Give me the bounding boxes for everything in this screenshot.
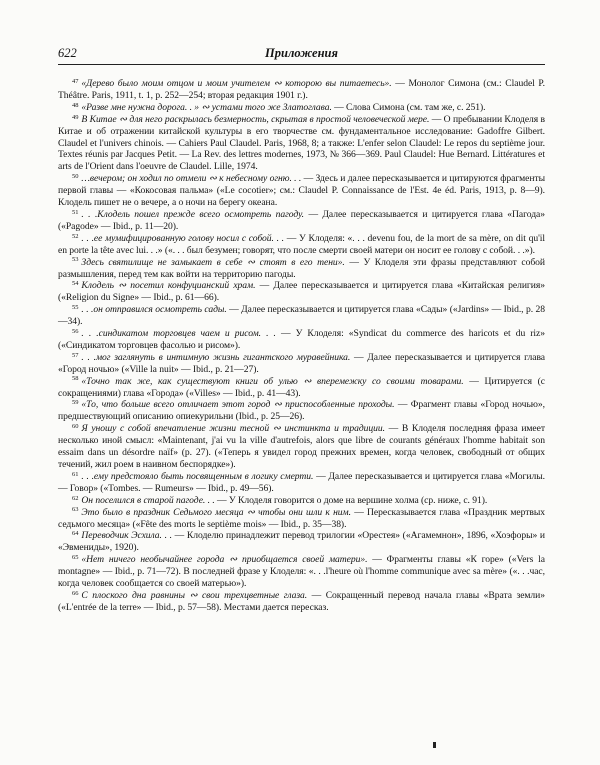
- note-text: — Сокращенный перевод начала главы «Врата земли» («L'entrée de la terre» — Ibid., p. 57—58). Местами дается пересказ.: [58, 589, 545, 613]
- note-quote: «Разве мне нужна дорога. . » ∾ устами того же Златоглава.: [81, 101, 332, 113]
- note-quote: . . .он отправился осмотреть сады.: [81, 304, 227, 316]
- endnote: [58, 352, 545, 376]
- note-number: 55: [72, 304, 79, 312]
- note-quote: «Нет ничего необычайнее города ∾ приобщается своей матери».: [81, 554, 368, 566]
- endnote: [58, 328, 545, 352]
- note-quote: Клодель ∾ посетил конфуцианский храм.: [81, 280, 256, 292]
- note-number: 48: [72, 101, 79, 109]
- note-quote: . . .ему предстояло быть посвященным в логику смерти.: [81, 470, 314, 482]
- note-number: 51: [72, 208, 79, 216]
- endnote: [58, 173, 545, 209]
- note-number: 61: [72, 470, 79, 478]
- endnote: [58, 471, 545, 495]
- note-text: — Далее пересказывается и цитируется глава «Пагода» («Pagode» — Ibid., p. 11—20).: [58, 208, 545, 232]
- note-text: — Далее пересказывается и цитируется глава «Китайская религия» («Religion du Signe» — Ibid., p. 61—66).: [58, 280, 545, 304]
- note-text: — О пребывании Клоделя в Китае и об отражении китайской культуры в его творчестве см. фундаментальное исследование: Gadoffre Gilbert. Claudel et l'univers chinois. — Cahiers Paul Claudel. Paris, 1968, 8; а также: L'enfer selon Claudel: Le repos du septième jour. Textes réunis par Jacques Petit. — La Rev. des lettres modernes, 1973, № 366—369. Paul Claudel: Hue Bernard. Littératures et arts de l'Orient dans l'oeuvre de Claudel. Lille, 1974.: [58, 113, 546, 173]
- note-text: — У Клоделя: «Syndicat du commerce des haricots et du riz» («Синдикатом торговцев фасолью и рисом»).: [58, 328, 545, 351]
- page-header: [58, 46, 545, 65]
- endnote: [58, 530, 545, 554]
- print-mark: [433, 742, 436, 748]
- note-quote: . . .ее мумифицированную голову носил с собой. . .: [81, 232, 285, 244]
- endnote: [58, 423, 545, 471]
- note-number: 50: [72, 173, 79, 181]
- note-text: — У Клоделя: «. . . devenu fou, de la mort de sa mère, on dit qu'il en porte la tête avec lui. . .» («. . . был безумен; говорят, что после смерти своей матери он носит ее голову с собой. . .»).: [58, 232, 545, 256]
- page-number: 622: [58, 46, 77, 60]
- note-number: 52: [72, 232, 79, 240]
- note-number: 56: [72, 327, 79, 335]
- note-text: — У Клоделя говорится о доме на вершине холма (ср. ниже, с. 91).: [214, 494, 488, 506]
- note-number: 60: [72, 423, 79, 431]
- endnote: [58, 233, 545, 257]
- note-quote: Он поселился в старой пагоде. . .: [81, 494, 215, 506]
- note-number: 47: [72, 77, 79, 85]
- endnote: [58, 102, 545, 114]
- note-quote: «Дерево было моим отцом и моим учителем ∾ которою вы питаетесь».: [81, 78, 392, 89]
- note-number: 57: [72, 351, 79, 359]
- note-number: 65: [72, 554, 79, 562]
- note-number: 54: [72, 280, 79, 288]
- note-text: — Слова Симона (см. там же, с. 251).: [331, 101, 486, 113]
- note-number: 66: [72, 589, 79, 597]
- endnote: [58, 304, 545, 328]
- endnote: [58, 257, 545, 281]
- running-title: Приложения: [265, 46, 338, 60]
- note-text: — Цитируется (с сокращениями) глава «Города» («Villes» — Ibid., p. 41—43).: [58, 375, 545, 399]
- endnote: [58, 495, 545, 507]
- note-text: — В Клоделя последняя фраза имеет несколько иной смысл: «Maintenant, j'ai vu la ville d'autrefois, alors que libre de courants généraux l'homme habitait son essaim dans un désordre naïf» (p. 27). («Теперь я увидел город прежних времен, когда человек, свободный от общих течений, жил роем в наивном беспорядке»).: [58, 423, 545, 470]
- note-quote: Здесь святилище не замыкает в себе ∾ стоят в его тени».: [81, 256, 345, 268]
- endnotes: [58, 78, 545, 614]
- note-text: — Пересказывается глава «Праздник мертвых седьмого месяца» («Fête des morts le septième mois» — Ibid., p. 35—38).: [58, 506, 546, 530]
- note-quote: Переводчик Эсхила. . .: [81, 530, 172, 542]
- note-quote: «Точно так же, как существуют книги об улью ∾ вперемежку со своими товарами.: [81, 375, 464, 387]
- note-text: — У Клоделя эти фразы представляют собой размышления, перед тем как войти на территорию пагоды.: [58, 256, 545, 280]
- endnote: [58, 590, 545, 614]
- note-quote: Это было в праздник Седьмого месяца ∾ чтобы они шли к ним.: [81, 506, 351, 518]
- note-text: — Далее пересказывается и цитируется глава «Могилы. — Говор» («Tombes. — Rumeurs» — Ibid., p. 49—56).: [58, 470, 545, 494]
- endnote: [58, 209, 545, 233]
- note-text: — Фрагмент главы «Город ночью», предшествующий описанию опиекурильни (Ibid., p. 25—26).: [58, 399, 545, 423]
- note-quote: . . .синдикатом торговцев чаем и рисом. . .: [81, 328, 276, 340]
- note-number: 63: [72, 506, 79, 514]
- note-quote: . . .Клодель пошел прежде всего осмотреть пагоду.: [81, 208, 305, 220]
- note-text: — Далее пересказывается и цитируется глава «Сады» («Jardins» — Ibid., p. 28—34).: [58, 304, 545, 328]
- endnote: [58, 78, 545, 102]
- note-text: — Фрагменты главы «К горе» («Vers la montagne» — Ibid., p. 71—72). В последней фразе у Клоделя: «. . .l'heure où l'homme communique avec sa mère» («. . .час, когда человек сообщается со своей матерью»).: [58, 554, 545, 590]
- note-number: 53: [72, 256, 79, 264]
- note-text: — Далее пересказывается и цитируется глава «Город ночью» («Ville la nuit» — Ibid., p. 21—27).: [58, 351, 546, 375]
- note-quote: «То, что больше всего отличает этот город ∾ приспособленные проходы.: [81, 399, 395, 411]
- note-number: 59: [72, 399, 79, 407]
- note-number: 58: [72, 375, 79, 383]
- note-quote: С плоского дна равнины ∾ свои трехцветные глаза.: [81, 589, 308, 601]
- endnote: [58, 114, 545, 174]
- endnote: [58, 399, 545, 423]
- note-quote: …вечером; он ходил по отмели ∾ к небесному огню. . .: [81, 173, 302, 185]
- note-quote: В Китае ∾ для него раскрылась безмерность, скрытая в простой человеческой мере.: [81, 113, 430, 125]
- note-text: — Монолог Симона (см.: Claudel P. Théâtre. Paris, 1911, t. 1, p. 252—254; вторая редакция 1901 г.).: [58, 78, 545, 101]
- note-number: 64: [72, 530, 79, 538]
- note-quote: Я уношу с собой впечатление жизни тесной ∾ инстинкта и традиции.: [81, 423, 385, 435]
- endnote: [58, 280, 545, 304]
- note-quote: . . .мог заглянуть в интимную жизнь гигантского муравейника.: [81, 351, 351, 363]
- note-text: — Здесь и далее пересказывается и цитируются фрагменты первой главы — «Кокосовая пальма» («Le cocotier»; см.: Claudel P. Connaissance de l'Est. 4e éd. Paris, 1913, p. 8—9). Клодель пишет не о вечере, а о ночи на берегу океана.: [58, 173, 545, 209]
- note-number: 49: [72, 113, 79, 121]
- endnote: [58, 376, 545, 400]
- endnote: [58, 507, 545, 531]
- note-number: 62: [72, 494, 79, 502]
- note-text: — Клоделю принадлежит перевод трилогии «Орестея» («Агамемнон», 1896, «Хоэфоры» и «Эвмениды», 1920).: [58, 530, 545, 554]
- endnote: [58, 554, 545, 590]
